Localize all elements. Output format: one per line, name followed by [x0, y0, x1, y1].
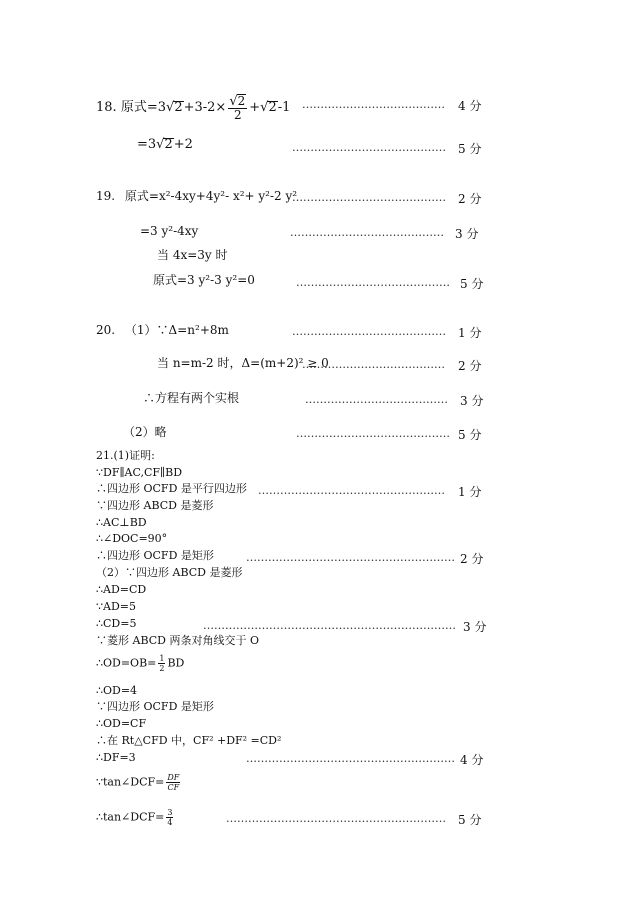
- q20-line1: [96, 323, 229, 337]
- q19-score-2: 3 分: [455, 227, 479, 241]
- leader-dots: ……………………………………: [292, 141, 446, 154]
- sqrt-sign: √: [229, 94, 238, 109]
- leader-dots: …………………………………: [305, 393, 448, 406]
- q18-number: 18.: [96, 100, 117, 115]
- leader-dots: ……………………………………: [296, 276, 450, 289]
- leader-dots: ……………………………………: [290, 226, 444, 239]
- leader-dots: …………………………………: [302, 98, 445, 111]
- q19-score-1: 2 分: [458, 192, 482, 206]
- q21-line10: ∵AD=5: [96, 600, 136, 613]
- q18-expr-b: +3-2×: [183, 100, 227, 115]
- q18-plus: +: [249, 100, 261, 115]
- q20-line4: （2）略: [123, 425, 167, 439]
- answer-fraction: [166, 808, 173, 827]
- q19-expr-1: 原式=x²-4xy+4y²- x²+ y²-2 y²: [124, 189, 298, 203]
- q20-score-1: 1 分: [458, 326, 482, 340]
- q21-l13-b: BD: [167, 656, 185, 670]
- q18-l2-radicand: 2: [164, 137, 173, 152]
- q21-score-4: 4 分: [460, 753, 484, 767]
- q21-line20: [96, 808, 175, 827]
- fraction-denominator: CF: [167, 783, 180, 792]
- sqrt-sign: √: [156, 137, 165, 152]
- q20-score-3: 3 分: [460, 394, 484, 408]
- q20-line2: 当 n=m-2 时，Δ=(m+2)² ≥ 0: [157, 356, 329, 370]
- q18-line1: [96, 94, 290, 121]
- q21-line16: ∴OD=CF: [96, 717, 147, 730]
- fraction-numerator: DF: [167, 773, 180, 782]
- leader-dots: ……………………………………: [296, 427, 450, 440]
- q21-line17: ∴在 Rt△CFD 中，CF² +DF² =CD²: [96, 734, 282, 747]
- fraction-numerator: 1: [159, 654, 165, 663]
- q19-score-3: 5 分: [460, 277, 484, 291]
- q21-score-5: 5 分: [458, 813, 482, 827]
- q21-line6: ∴∠DOC=90°: [96, 532, 168, 545]
- q21-line12: ∵菱形 ABCD 两条对角线交于 O: [96, 634, 259, 647]
- q18-expr-d: -1: [277, 100, 291, 115]
- q18-radicand: 2: [174, 100, 183, 115]
- fraction-numerator: 2: [237, 94, 246, 108]
- q19-number: 19.: [96, 189, 116, 203]
- half-fraction: [158, 654, 165, 673]
- q18-score-2: 5 分: [458, 142, 482, 156]
- q18-score-1: 4 分: [458, 99, 482, 113]
- q21-line19: [96, 773, 182, 792]
- leader-dots: ……………………………………………………………: [203, 619, 456, 632]
- fraction-numerator: 3: [167, 808, 173, 817]
- q21-line7: ∴四边形 OCFD 是矩形: [96, 549, 214, 562]
- fraction-denominator: 2: [233, 108, 242, 122]
- q21-line1: 21.(1)证明:: [96, 449, 155, 462]
- q18-fraction: [228, 94, 247, 121]
- leader-dots: …………………………………………………: [246, 752, 455, 765]
- q21-line11: ∴CD=5: [96, 617, 137, 630]
- leader-dots: ……………………………………: [292, 325, 446, 338]
- q20-line3: ∴方程有两个实根: [143, 391, 240, 405]
- q19-line2: =3 y²-4xy: [140, 224, 199, 238]
- q21-line14: ∴OD=4: [96, 684, 138, 697]
- fraction-denominator: 2: [159, 664, 165, 673]
- sqrt-sign: √: [260, 100, 269, 115]
- leader-dots: …………………………………………………: [246, 551, 455, 564]
- q20-number: 20.: [96, 323, 116, 337]
- q21-line3: ∴四边形 OCFD 是平行四边形: [96, 482, 247, 495]
- q21-score-1: 1 分: [458, 485, 482, 499]
- q21-line9: ∴AD=CD: [96, 583, 147, 596]
- q21-l20-a: ∴tan∠DCF=: [96, 810, 165, 824]
- q19-line4: 原式=3 y²-3 y²=0: [153, 273, 255, 287]
- q18-l2-a: =3: [137, 137, 157, 152]
- q18-line2: [137, 138, 193, 152]
- q21-l19-a: ∵tan∠DCF=: [96, 775, 165, 789]
- sqrt-sign: √: [166, 100, 175, 115]
- q21-line15: ∵四边形 OCFD 是矩形: [96, 700, 214, 713]
- q20-score-2: 2 分: [458, 359, 482, 373]
- leader-dots: ……………………………………………: [258, 484, 445, 497]
- fraction-denominator: 4: [167, 818, 173, 827]
- q21-line2: ∵DF∥AC,CF∥BD: [96, 466, 183, 479]
- q21-line8: （2）∵四边形 ABCD 是菱形: [96, 566, 243, 579]
- q21-score-3: 3 分: [463, 620, 487, 634]
- leader-dots: ……………………………………………………: [226, 812, 446, 825]
- q18-radicand-2: 2: [268, 100, 277, 115]
- q21-line5: ∴AC⊥BD: [96, 516, 147, 529]
- leader-dots: …………………………………: [302, 358, 445, 371]
- leader-dots: ……………………………………: [292, 191, 446, 204]
- q20-expr-1: （1）∵Δ=n²+8m: [124, 323, 229, 337]
- q18-coef: 3: [157, 100, 167, 115]
- q21-score-2: 2 分: [460, 552, 484, 566]
- q19-line3: 当 4x=3y 时: [157, 248, 228, 262]
- q20-score-4: 5 分: [458, 428, 482, 442]
- q21-line4: ∵四边形 ABCD 是菱形: [96, 499, 214, 512]
- q21-line13: [96, 654, 184, 673]
- q18-yuanshi: 原式=: [120, 100, 158, 115]
- tan-fraction: [166, 773, 180, 792]
- q21-l13-a: ∴OD=OB=: [96, 656, 157, 670]
- q18-l2-b: +2: [173, 137, 193, 152]
- q21-line18: ∴DF=3: [96, 751, 136, 764]
- q19-line1: [96, 189, 297, 203]
